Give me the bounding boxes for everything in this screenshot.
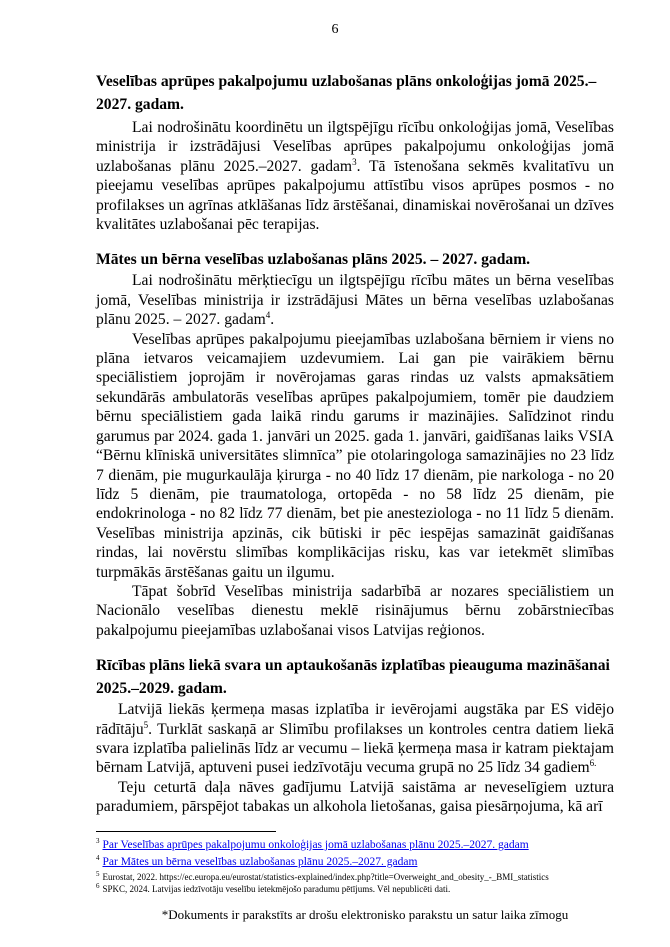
- paragraph: Teju ceturtā daļa nāves gadījumu Latvijā saistāma ar neveselīgiem uztura paradumiem, pārspējot tabakas un alkohola lietošanas, gaisa piesārņojuma, kā arī: [96, 778, 614, 816]
- footnote-number: 5: [96, 869, 100, 878]
- paragraph-text: . Turklāt saskaņā ar Slimību profilakses un kontroles centra datiem liekā svara izplatība palielinās līdz ar vecumu – liekā ķermeņa masa ir katram piektajam bērnam Latvijā, aptuveni pusei iedzīvotāju vecuma grupā no 25 līdz 34 gadiem: [96, 720, 614, 777]
- footnotes: [96, 831, 636, 895]
- section-obesity: [96, 654, 614, 816]
- footnote-3: [96, 837, 636, 854]
- paragraph: [96, 118, 614, 234]
- footnote-text: SPKC, 2024. Latvijas iedzīvotāju veselību ietekmējošo paradumu pētījums. Vēl nepublicēti dati.: [102, 883, 451, 894]
- footnote-ref: 3: [352, 156, 357, 167]
- paragraph: [96, 700, 614, 778]
- signature-note: *Dokuments ir parakstīts ar drošu elektronisko parakstu un satur laika zīmogu: [161, 906, 569, 922]
- footnote-ref: 6.: [589, 758, 597, 769]
- footnote-ref: 4: [265, 310, 271, 321]
- paragraph-text: . Tā īstenošana sekmēs kvalitatīvu un pieejamu veselības aprūpes pakalpojumu attīstību visos aprūpes posmos - no profilakses un agrīnas atklāšanas līdz ārstēšanai, dinamiskai novērošanai un dzīves kvalitātes uzlabošanai pēc terapijas.: [96, 157, 615, 234]
- section-mother-child: [96, 248, 614, 640]
- footnote-4: [96, 854, 636, 871]
- section-oncology: [96, 70, 614, 234]
- footnote-number: 6: [96, 881, 100, 890]
- footnote-6: [96, 883, 636, 895]
- section-heading: Veselības aprūpes pakalpojumu uzlabošanas plāns onkoloģijas jomā 2025.–2027. gadam.: [96, 73, 597, 113]
- footnote-text: Eurostat, 2022. https://ec.europa.eu/eurostat/statistics-explained/index.php?title=Overweight_and_obesity_-_BMI_statistics: [102, 871, 549, 882]
- section-heading: Rīcības plāns liekā svara un aptaukošanās izplatības pieauguma mazināšanai 2025.–2029. gadam.: [96, 657, 610, 698]
- footnote-ref: 5: [143, 719, 149, 730]
- footnote-link[interactable]: Par Mātes un bērna veselības uzlabošanas plānu 2025.–2027. gadam: [102, 855, 418, 868]
- footnote-link[interactable]: Par Veselības aprūpes pakalpojumu onkoloģijas jomā uzlabošanas plānu 2025.–2027. gadam: [102, 838, 529, 851]
- paragraph-text: Lai nodrošinātu koordinētu un ilgtspējīgu rīcību onkoloģijas jomā, Veselības ministrija ir izstrādājusi Veselības aprūpes pakalpojumu onkoloģijas jomā uzlabošanas plānu 2025.–2027. gadam: [96, 119, 614, 175]
- footnote-separator: [96, 831, 276, 832]
- footnote-number: 4: [96, 853, 100, 862]
- document-body: [96, 70, 614, 817]
- paragraph: Veselības aprūpes pakalpojumu pieejamības uzlabošana bērniem ir viens no plāna ietvaros veicamajiem uzdevumiem. Lai gan pie vairākiem bērnu speciālistiem joprojām ir novērojamas garas rindas uz valsts apmaksātiem sekundārās ambulatorās veselības aprūpes pakalpojumiem, tomēr pie daudziem bērnu speciālistiem gada laikā rindu garums ir mazinājies. Salīdzinot rindu garumus par 2024. gada 1. janvāri un 2025. gada 1. janvāri, gaidīšanas laiks VSIA “Bērnu klīniskā universitātes slimnīca” pie otolaringologa samazinājies no 23 līdz 7 dienām, pie mugurkaulāja ķirurga - no 40 līdz 17 dienām, pie narkologa - no 20 līdz 5 dienām, pie traumatologa, ortopēda - no 58 līdz 25 dienām, pie endokrinologa - no 82 līdz 77 dienām, bet pie anesteziologa - no 11 līdz 5 dienām. Veselības ministrija apzinās, cik būtiski ir pēc iespējas samazināt gaidīšanas rindas, lai novērstu slimības komplikācijas risku, kas var ietekmēt slimības turpmākās ārstēšanas gaitu un ilgumu.: [96, 330, 614, 581]
- paragraph-text: .: [270, 311, 275, 329]
- section-heading: Mātes un bērna veselības uzlabošanas plāns 2025. – 2027. gadam.: [96, 251, 531, 269]
- paragraph: Tāpat šobrīd Veselības ministrija sadarbībā ar nozares speciālistiem un Nacionālo veselības dienestu meklē risinājumus bērnu zobārstniecības pakalpojumu pieejamības uzlabošanai visos Latvijas reģionos.: [96, 582, 614, 639]
- paragraph: [96, 271, 614, 329]
- footnote-5: [96, 871, 636, 883]
- footnote-number: 3: [96, 836, 100, 845]
- paragraph-text: Lai nodrošinātu mērķtiecīgu un ilgtspējīgu rīcību mātes un bērna veselības jomā, Veselības ministrija ir izstrādājusi Mātes un bērna veselības uzlabošanas plānu 2025. – 2027. gadam: [96, 272, 614, 329]
- paragraph-text: Latvijā liekās ķermeņa masas izplatība ir ievērojami augstāka par ES vidējo rādītāju: [96, 701, 614, 738]
- page-number: 6: [331, 22, 339, 37]
